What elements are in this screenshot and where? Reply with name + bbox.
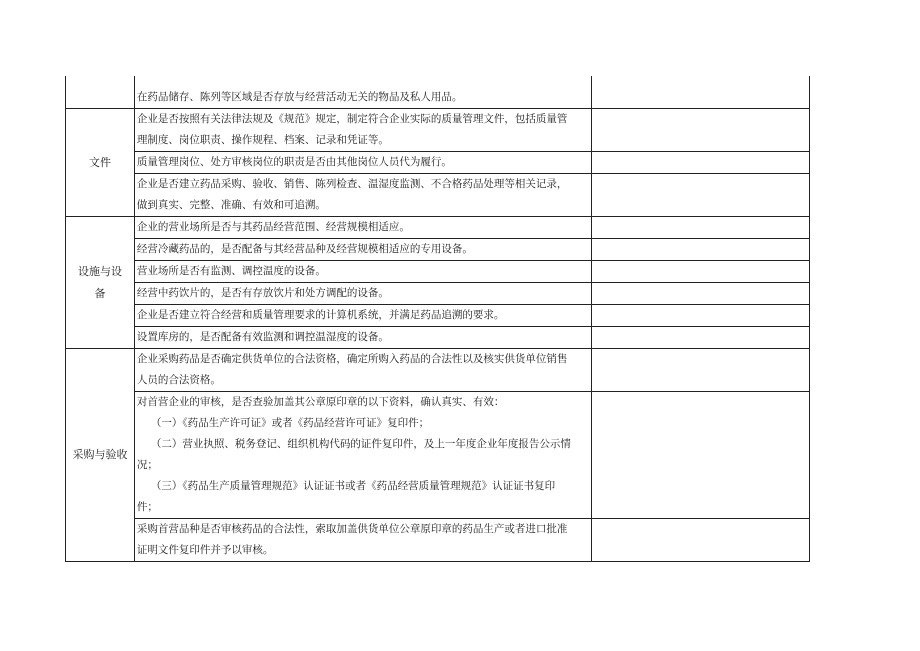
table-row [135,305,591,327]
category-purchasing: 采购与验收 [65,349,135,561]
table-row [135,261,591,283]
category-facilities [65,217,135,348]
item-text: 设置库房的，是否配备有效监测和调控温湿度的设备。 [136,331,389,343]
item-text: 理制度、岗位职责、操作规程、档案、记录和凭证等。 [136,134,389,146]
item-text: 经营中药饮片的，是否有存放饮片和处方调配的设备。 [136,287,389,299]
category-label: 备 [94,286,106,300]
table-row [135,349,591,392]
result-cell [592,109,809,152]
table-row [135,239,591,261]
group-purchasing [65,349,810,562]
item-text: 人员的合法资格。 [136,374,221,386]
item-text: 经营冷藏药品的，是否配备与其经营品种及经营规模相适应的专用设备。 [136,243,473,255]
sub-item-text: （二）营业执照、税务登记、组织机构代码的证件复印件，及上一年度企业年度报告公示情 [150,438,571,450]
table-row [135,327,591,348]
group-facilities [65,217,810,349]
table-row [135,109,591,152]
item-text: 企业是否建立药品采购、验收、销售、陈列检查、温湿度监测、不合格药品处理等相关记录， [136,178,568,190]
item-text: 质量管理岗位、处方审核岗位的职责是否由其他岗位人员代为履行。 [136,156,452,168]
table-row [135,174,591,216]
item-text: 营业场所是否有监测、调控温度的设备。 [136,265,326,277]
table-row [135,152,591,174]
results-stack [592,349,810,561]
result-cell [592,305,809,327]
result-cell [592,217,809,239]
table-row [65,76,810,109]
sub-item-text: 件； [136,501,158,513]
result-cell [592,261,809,283]
item-text: 做到真实、完整、准确、有效和可追溯。 [136,199,326,211]
items-stack [135,217,592,348]
item-text: 证明文件复印件并予以审核。 [136,544,274,556]
items-stack [135,349,592,561]
result-cell [592,152,809,174]
item-cell [135,76,592,108]
result-cell [592,174,809,216]
results-stack [592,217,810,348]
category-label: 设施与设 [77,264,122,278]
category-cell [65,76,135,108]
result-cell [592,327,809,348]
result-cell [592,76,810,108]
category-documents: 文件 [65,109,135,216]
inspection-table [65,76,810,562]
item-text: 企业是否建立符合经营和质量管理要求的计算机系统，并满足药品追溯的要求。 [136,309,505,321]
results-stack [592,109,810,216]
item-text: 在药品储存、陈列等区域是否存放与经营活动无关的物品及私人用品。 [136,91,463,103]
item-text: 采购首营品种是否审核药品的合法性，索取加盖供货单位公章原印章的药品生产或者进口批准 [136,523,568,535]
item-text: 企业是否按照有关法律法规及《规范》规定，制定符合企业实际的质量管理文件，包括质量管 [136,113,568,125]
result-cell [592,283,809,305]
group-documents [65,109,810,217]
sub-item-text: 况； [136,459,158,471]
result-cell [592,519,809,561]
result-cell [592,392,809,519]
item-text: 企业采购药品是否确定供货单位的合法资格，确定所购入药品的合法性以及核实供货单位销售 [136,353,568,365]
result-cell [592,349,809,392]
item-text: 企业的营业场所是否与其药品经营范围、经营规模相适应。 [136,221,410,233]
items-stack [135,109,592,216]
item-text: 对首营企业的审核，是否查验加盖其公章原印章的以下资料，确认真实、有效： [136,396,505,408]
result-cell [592,239,809,261]
sub-item-text: （一）《药品生产许可证》或者《药品经营许可证》复印件； [150,417,430,429]
table-row [135,217,591,239]
table-row [135,392,591,519]
table-row [135,283,591,305]
table-row [135,519,591,561]
sub-item-text: （三）《药品生产质量管理规范》认证证书或者《药品经营质量管理规范》认证证书复印 [150,480,556,492]
